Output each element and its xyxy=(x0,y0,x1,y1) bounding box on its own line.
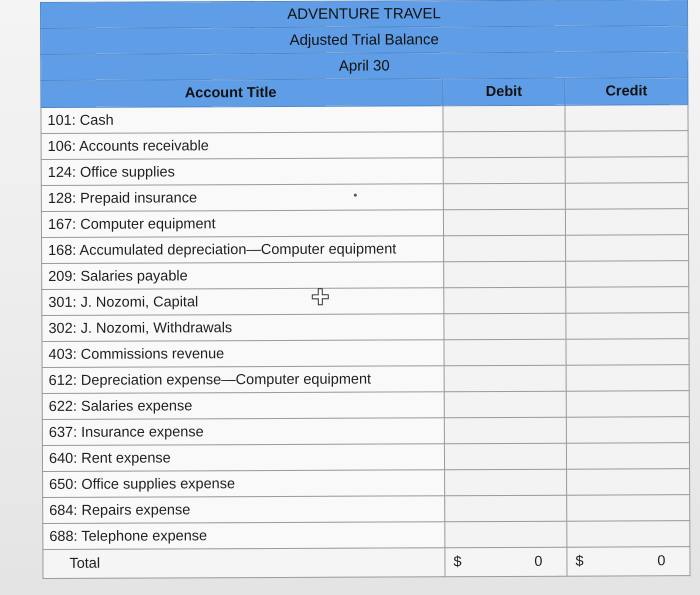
column-header-row xyxy=(41,78,688,108)
debit-input-cell[interactable] xyxy=(443,131,565,158)
credit-input-cell[interactable] xyxy=(567,469,690,496)
table-row xyxy=(42,443,689,472)
credit-input-cell[interactable] xyxy=(565,209,688,236)
credit-input-cell[interactable] xyxy=(566,235,689,262)
account-title-cell: 209: Salaries payable xyxy=(42,262,444,290)
credit-input-cell[interactable] xyxy=(565,183,688,210)
table-row xyxy=(43,469,690,498)
header-row-date xyxy=(41,52,688,81)
account-title-cell: 612: Depreciation expense—Computer equipment xyxy=(42,366,444,394)
credit-input-cell[interactable] xyxy=(566,417,689,444)
debit-currency-symbol: $ xyxy=(453,554,462,571)
account-title-cell: 106: Accounts receivable xyxy=(41,132,443,160)
table-row xyxy=(42,235,689,264)
table-row xyxy=(41,209,688,238)
total-debit-cell xyxy=(445,547,567,577)
account-title-cell: 403: Commissions revenue xyxy=(42,340,444,368)
debit-input-cell[interactable] xyxy=(444,365,566,392)
debit-input-cell[interactable] xyxy=(444,443,566,470)
table-row xyxy=(42,339,689,368)
credit-input-cell[interactable] xyxy=(566,365,689,392)
credit-input-cell[interactable] xyxy=(566,339,689,366)
table-row xyxy=(41,183,688,212)
debit-input-cell[interactable] xyxy=(444,391,566,418)
table-row xyxy=(41,157,688,186)
table-row xyxy=(42,391,689,420)
table-row xyxy=(42,313,689,342)
account-title-cell: 637: Insurance expense xyxy=(42,418,444,446)
debit-input-cell[interactable] xyxy=(444,235,566,262)
trial-balance-table xyxy=(40,0,691,579)
debit-input-cell[interactable] xyxy=(444,261,566,288)
account-title-cell: 168: Accumulated depreciation—Computer equipment xyxy=(42,236,444,264)
trial-balance-sheet xyxy=(40,0,690,589)
credit-input-cell[interactable] xyxy=(565,157,688,184)
credit-input-cell[interactable] xyxy=(565,131,688,158)
table-row xyxy=(42,261,689,290)
total-credit-cell xyxy=(567,547,690,577)
credit-input-cell[interactable] xyxy=(566,261,689,288)
account-title-cell: 684: Repairs expense xyxy=(43,496,445,524)
account-title-cell: 650: Office supplies expense xyxy=(43,470,445,498)
credit-input-cell[interactable] xyxy=(565,105,688,132)
report-date: April 30 xyxy=(41,52,688,81)
account-title-cell: 302: J. Nozomi, Withdrawals xyxy=(42,314,444,342)
table-row xyxy=(42,287,689,316)
credit-input-cell[interactable] xyxy=(566,391,689,418)
account-title-cell: 622: Salaries expense xyxy=(42,392,444,420)
account-title-cell: 640: Rent expense xyxy=(42,444,444,472)
debit-input-cell[interactable] xyxy=(445,495,567,522)
debit-input-cell[interactable] xyxy=(443,183,565,210)
account-title-cell: 301: J. Nozomi, Capital xyxy=(42,288,444,316)
credit-input-cell[interactable] xyxy=(566,313,689,340)
debit-input-cell[interactable] xyxy=(444,417,566,444)
table-row xyxy=(43,521,690,550)
column-header-account: Account Title xyxy=(41,79,443,108)
move-cursor-icon xyxy=(311,288,329,306)
account-title-cell: 128: Prepaid insurance xyxy=(41,184,443,212)
stray-mark xyxy=(354,194,357,197)
total-credit-value: 0 xyxy=(657,553,666,570)
column-header-debit: Debit xyxy=(443,78,565,106)
total-debit-value: 0 xyxy=(534,553,543,570)
account-title-cell: 124: Office supplies xyxy=(41,158,443,186)
account-title-cell: 101: Cash xyxy=(41,106,443,134)
credit-input-cell[interactable] xyxy=(567,495,690,522)
total-label: Total xyxy=(43,548,445,579)
company-name: ADVENTURE TRAVEL xyxy=(41,0,688,28)
credit-input-cell[interactable] xyxy=(566,443,689,470)
debit-input-cell[interactable] xyxy=(445,521,567,548)
account-title-cell: 688: Telephone expense xyxy=(43,522,445,550)
table-row xyxy=(42,365,689,394)
report-title: Adjusted Trial Balance xyxy=(41,26,688,55)
header-row-company xyxy=(41,0,688,28)
table-row xyxy=(42,417,689,446)
account-title-cell: 167: Computer equipment xyxy=(41,210,443,238)
debit-input-cell[interactable] xyxy=(443,209,565,236)
table-row xyxy=(41,105,688,134)
column-header-credit: Credit xyxy=(565,78,688,106)
credit-currency-symbol: $ xyxy=(575,553,584,570)
header-row-report xyxy=(41,26,688,55)
total-row xyxy=(43,547,690,579)
table-row xyxy=(43,495,690,524)
debit-input-cell[interactable] xyxy=(444,339,566,366)
credit-input-cell[interactable] xyxy=(566,287,689,314)
debit-input-cell[interactable] xyxy=(444,287,566,314)
debit-input-cell[interactable] xyxy=(443,157,565,184)
table-row xyxy=(41,131,688,160)
debit-input-cell[interactable] xyxy=(443,105,565,132)
credit-input-cell[interactable] xyxy=(567,521,690,548)
debit-input-cell[interactable] xyxy=(445,469,567,496)
debit-input-cell[interactable] xyxy=(444,313,566,340)
